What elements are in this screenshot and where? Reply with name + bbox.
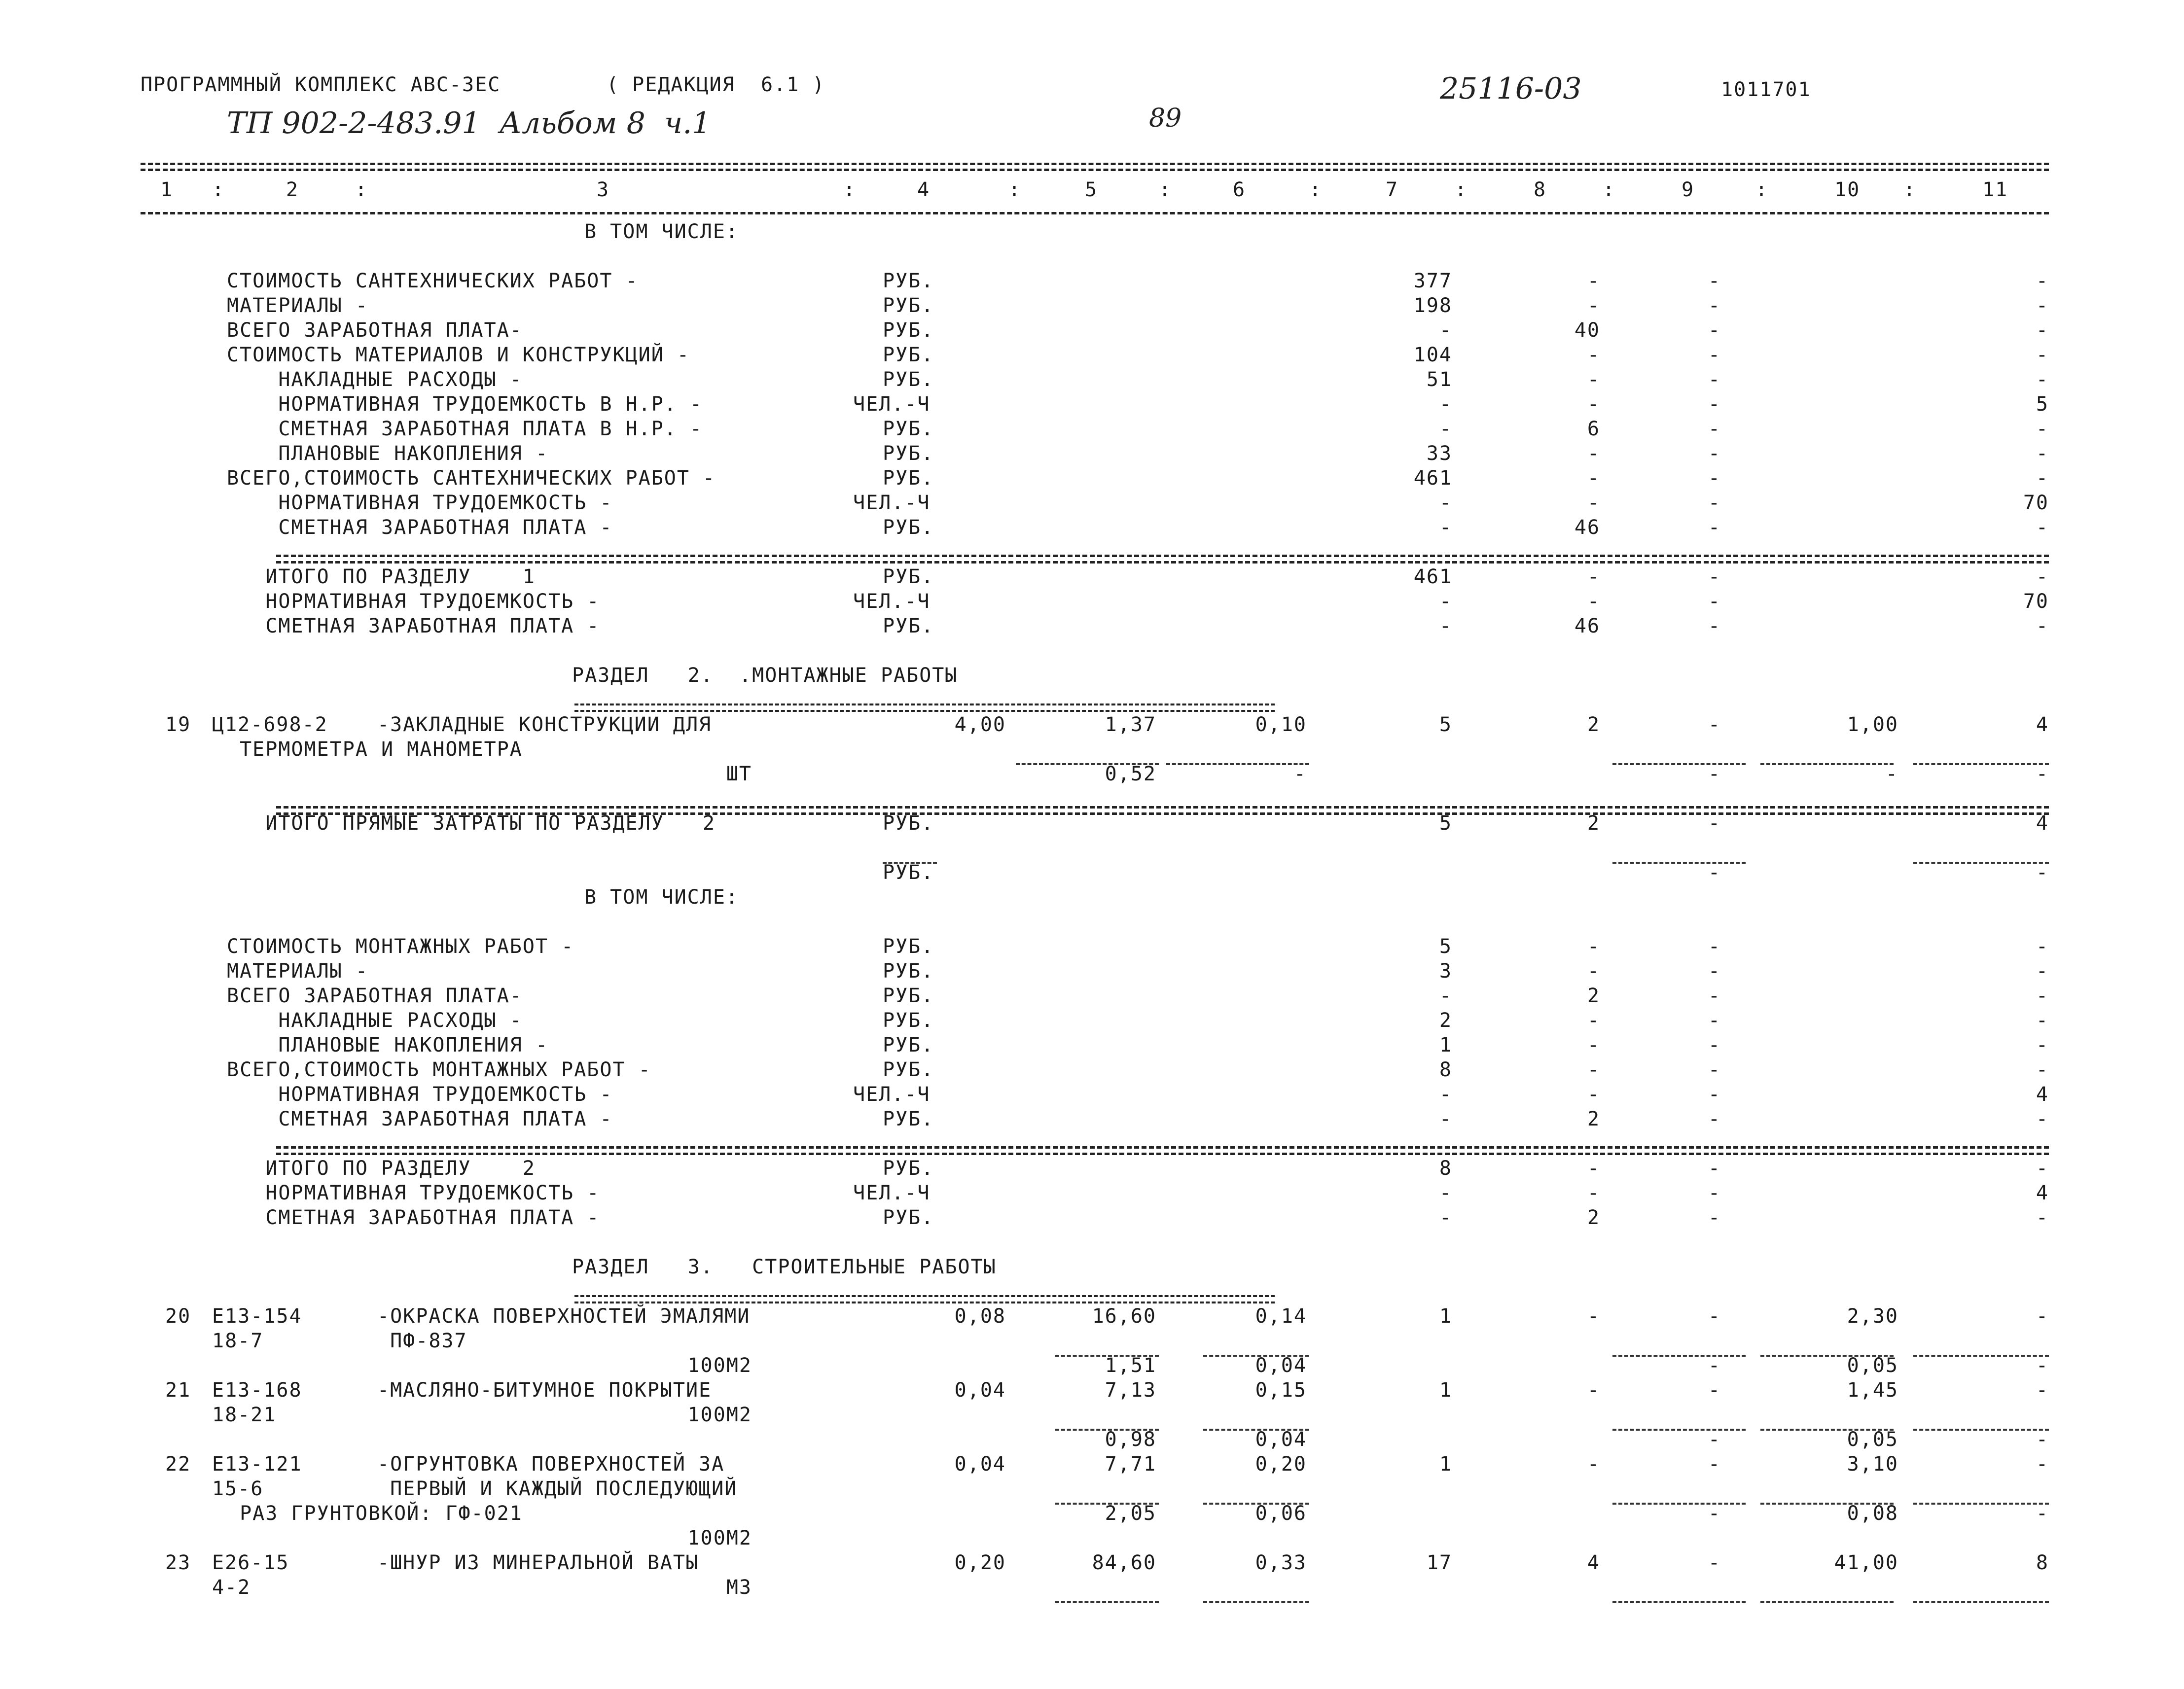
value-c11: - bbox=[2036, 1428, 2049, 1451]
line-description: МАТЕРИАЛЫ - bbox=[227, 294, 368, 317]
value-c11: - bbox=[2036, 294, 2049, 317]
header-rule-top-2 bbox=[141, 169, 2049, 171]
value-c11: - bbox=[2036, 1034, 2049, 1056]
unit-label: РУБ. bbox=[883, 344, 934, 366]
value-c8: - bbox=[1587, 590, 1600, 613]
value-c7: - bbox=[1439, 590, 1452, 613]
rate-code: Ц12-698-2 bbox=[212, 713, 328, 736]
value-c8: - bbox=[1587, 492, 1600, 514]
column-separator: : bbox=[1755, 178, 1769, 201]
value-c7: 5 bbox=[1439, 812, 1452, 835]
value-c11: - bbox=[2036, 1108, 2049, 1130]
value-c6: 0,10 bbox=[1255, 713, 1307, 736]
line-description: ИТОГО ПРЯМЫЕ ЗАТРАТЫ ПО РАЗДЕЛУ 2 bbox=[227, 812, 716, 835]
value-c9: - bbox=[1708, 1182, 1721, 1204]
value-c6: 0,15 bbox=[1255, 1379, 1307, 1402]
value-c9: - bbox=[1708, 713, 1721, 736]
value-c11: - bbox=[2036, 615, 2049, 637]
value-c8: - bbox=[1587, 393, 1600, 416]
value-c8: - bbox=[1587, 294, 1600, 317]
unit-label: ЧЕЛ.-Ч bbox=[853, 1083, 931, 1106]
value-c11: - bbox=[2036, 1502, 2049, 1525]
item-number: 21 bbox=[165, 1379, 191, 1402]
item-number: 19 bbox=[165, 713, 191, 736]
program-title: ПРОГРАММНЫЙ КОМПЛЕКС АВС-3ЕС bbox=[141, 73, 501, 96]
line-description: -ШНУР ИЗ МИНЕРАЛЬНОЙ ВАТЫ bbox=[377, 1551, 699, 1574]
unit-label: РУБ. bbox=[883, 861, 934, 884]
value-c8: - bbox=[1587, 1182, 1600, 1204]
value-c7: - bbox=[1439, 492, 1452, 514]
value-c8: 46 bbox=[1574, 615, 1600, 637]
value-c8: - bbox=[1587, 1453, 1600, 1476]
line-description: СМЕТНАЯ ЗАРАБОТНАЯ ПЛАТА - bbox=[227, 516, 613, 539]
unit-label: РУБ. bbox=[883, 467, 934, 490]
unit-label: РУБ. bbox=[883, 1058, 934, 1081]
value-c9: - bbox=[1708, 344, 1721, 366]
rate-code: 18-7 bbox=[212, 1330, 264, 1352]
column-separator: : bbox=[1309, 178, 1323, 201]
value-c9: - bbox=[1708, 1428, 1721, 1451]
value-c9: - bbox=[1708, 1354, 1721, 1377]
value-c8: - bbox=[1587, 368, 1600, 391]
value-c8: 6 bbox=[1587, 418, 1600, 440]
value-c9: - bbox=[1708, 1206, 1721, 1229]
line-description: СМЕТНАЯ ЗАРАБОТНАЯ ПЛАТА - bbox=[227, 1206, 600, 1229]
value-c7: - bbox=[1439, 1182, 1452, 1204]
value-c10: 1,45 bbox=[1847, 1379, 1898, 1402]
value-c9: - bbox=[1708, 1157, 1721, 1180]
value-c6: 0,20 bbox=[1255, 1453, 1307, 1476]
line-description: СТОИМОСТЬ МАТЕРИАЛОВ И КОНСТРУКЦИЙ - bbox=[227, 344, 690, 366]
column-number: 7 bbox=[1386, 178, 1399, 201]
value-c11: 4 bbox=[2036, 812, 2049, 835]
line-description: ТЕРМОМЕТРА И МАНОМЕТРА bbox=[227, 738, 523, 761]
value-c9: - bbox=[1708, 270, 1721, 292]
line-description: ПЕРВЫЙ И КАЖДЫЙ ПОСЛЕДУЮЩИЙ bbox=[377, 1478, 738, 1500]
line-description: ИТОГО ПО РАЗДЕЛУ 2 bbox=[227, 1157, 536, 1180]
line-description: -ЗАКЛАДНЫЕ КОНСТРУКЦИИ ДЛЯ bbox=[377, 713, 712, 736]
value-c11: - bbox=[2036, 467, 2049, 490]
value-c11: - bbox=[2036, 1305, 2049, 1328]
cell-underline bbox=[1913, 1601, 2049, 1603]
project-reference: ТП 902-2-483.91 Альбом 8 ч.1 bbox=[227, 106, 711, 141]
unit-label: 100М2 bbox=[687, 1527, 752, 1549]
value-c10: - bbox=[1885, 763, 1898, 785]
value-c8: - bbox=[1587, 565, 1600, 588]
line-description: -МАСЛЯНО-БИТУМНОЕ ПОКРЫТИЕ bbox=[377, 1379, 712, 1402]
value-c11: - bbox=[2036, 418, 2049, 440]
line-description: НОРМАТИВНАЯ ТРУДОЕМКОСТЬ - bbox=[227, 1083, 613, 1106]
value-c11: 4 bbox=[2036, 1182, 2049, 1204]
column-separator: : bbox=[212, 178, 225, 201]
line-description: СТОИМОСТЬ МОНТАЖНЫХ РАБОТ - bbox=[227, 935, 574, 958]
section-underline bbox=[574, 1302, 1275, 1303]
value-c9: - bbox=[1708, 615, 1721, 637]
line-description: НАКЛАДНЫЕ РАСХОДЫ - bbox=[227, 1009, 523, 1032]
unit-label: РУБ. bbox=[883, 935, 934, 958]
value-c10: 41,00 bbox=[1834, 1551, 1898, 1574]
value-c5: 1,51 bbox=[1105, 1354, 1156, 1377]
column-separator: : bbox=[1903, 178, 1917, 201]
line-description: НОРМАТИВНАЯ ТРУДОЕМКОСТЬ - bbox=[227, 1182, 600, 1204]
value-c7: 3 bbox=[1439, 960, 1452, 983]
value-c11: - bbox=[2036, 1453, 2049, 1476]
value-c7: - bbox=[1439, 516, 1452, 539]
unit-label: РУБ. bbox=[883, 270, 934, 292]
value-c5: 0,98 bbox=[1105, 1428, 1156, 1451]
unit-label: РУБ. bbox=[883, 442, 934, 465]
value-c9: - bbox=[1708, 985, 1721, 1007]
value-c8: 2 bbox=[1587, 985, 1600, 1007]
value-c8: - bbox=[1587, 1379, 1600, 1402]
value-c7: - bbox=[1439, 1108, 1452, 1130]
unit-label: 100М2 bbox=[687, 1354, 752, 1377]
value-c7: 33 bbox=[1426, 442, 1452, 465]
value-c10: 0,08 bbox=[1847, 1502, 1898, 1525]
value-c7: 1 bbox=[1439, 1379, 1452, 1402]
value-c6: 0,06 bbox=[1255, 1502, 1307, 1525]
value-c5: 7,71 bbox=[1105, 1453, 1156, 1476]
value-c5: 7,13 bbox=[1105, 1379, 1156, 1402]
separator-rule bbox=[276, 1146, 2049, 1149]
value-c4: 4,00 bbox=[954, 713, 1006, 736]
rate-code: Е13-168 bbox=[212, 1379, 302, 1402]
item-number: 23 bbox=[165, 1551, 191, 1574]
column-number: 10 bbox=[1834, 178, 1861, 201]
value-c4: 0,08 bbox=[954, 1305, 1006, 1328]
value-c9: - bbox=[1708, 1108, 1721, 1130]
column-separator: : bbox=[843, 178, 857, 201]
value-c10: 0,05 bbox=[1847, 1354, 1898, 1377]
subtotal-heading: В ТОМ ЧИСЛЕ: bbox=[584, 886, 739, 909]
value-c7: - bbox=[1439, 393, 1452, 416]
column-number: 4 bbox=[917, 178, 931, 201]
column-number: 6 bbox=[1233, 178, 1246, 201]
value-c9: - bbox=[1708, 319, 1721, 342]
value-c8: - bbox=[1587, 344, 1600, 366]
value-c6: 0,14 bbox=[1255, 1305, 1307, 1328]
value-c5: 2,05 bbox=[1105, 1502, 1156, 1525]
value-c7: - bbox=[1439, 1083, 1452, 1106]
rate-code: 15-6 bbox=[212, 1478, 264, 1500]
item-number: 22 bbox=[165, 1453, 191, 1476]
value-c11: - bbox=[2036, 861, 2049, 884]
unit-label: РУБ. bbox=[883, 1009, 934, 1032]
value-c9: - bbox=[1708, 590, 1721, 613]
separator-rule bbox=[276, 561, 2049, 563]
column-separator: : bbox=[1603, 178, 1616, 201]
line-description: РАЗ ГРУНТОВКОЙ: ГФ-021 bbox=[227, 1502, 523, 1525]
value-c8: 4 bbox=[1587, 1551, 1600, 1574]
value-c10: 3,10 bbox=[1847, 1453, 1898, 1476]
column-separator: : bbox=[1008, 178, 1022, 201]
value-c11: 8 bbox=[2036, 1551, 2049, 1574]
value-c7: 2 bbox=[1439, 1009, 1452, 1032]
value-c11: - bbox=[2036, 985, 2049, 1007]
section-title: РАЗДЕЛ 2. .МОНТАЖНЫЕ РАБОТЫ bbox=[572, 664, 958, 687]
value-c8: - bbox=[1587, 1009, 1600, 1032]
line-description: ВСЕГО ЗАРАБОТНАЯ ПЛАТА- bbox=[227, 985, 523, 1007]
value-c5: 0,52 bbox=[1105, 763, 1156, 785]
value-c7: 8 bbox=[1439, 1058, 1452, 1081]
subtotal-heading: В ТОМ ЧИСЛЕ: bbox=[584, 220, 739, 243]
unit-label: ЧЕЛ.-Ч bbox=[853, 590, 931, 613]
value-c8: - bbox=[1587, 467, 1600, 490]
value-c11: 4 bbox=[2036, 713, 2049, 736]
value-c8: - bbox=[1587, 1058, 1600, 1081]
rate-code: 4-2 bbox=[212, 1576, 251, 1599]
value-c9: - bbox=[1708, 1034, 1721, 1056]
value-c7: - bbox=[1439, 615, 1452, 637]
value-c7: - bbox=[1439, 319, 1452, 342]
value-c8: 2 bbox=[1587, 713, 1600, 736]
value-c7: - bbox=[1439, 418, 1452, 440]
value-c11: - bbox=[2036, 960, 2049, 983]
unit-label: РУБ. bbox=[883, 812, 934, 835]
line-description: СМЕТНАЯ ЗАРАБОТНАЯ ПЛАТА В Н.Р. - bbox=[227, 418, 703, 440]
value-c11: - bbox=[2036, 319, 2049, 342]
value-c9: - bbox=[1708, 393, 1721, 416]
item-number: 20 bbox=[165, 1305, 191, 1328]
edition-label: ( РЕДАКЦИЯ 6.1 ) bbox=[607, 73, 825, 96]
value-c8: 2 bbox=[1587, 1206, 1600, 1229]
line-description: ПЛАНОВЫЕ НАКОПЛЕНИЯ - bbox=[227, 1034, 549, 1056]
value-c11: - bbox=[2036, 1009, 2049, 1032]
unit-label: РУБ. bbox=[883, 1157, 934, 1180]
value-c9: - bbox=[1708, 467, 1721, 490]
line-description: -ОКРАСКА ПОВЕРХНОСТЕЙ ЭМАЛЯМИ bbox=[377, 1305, 751, 1328]
value-c5: 1,37 bbox=[1105, 713, 1156, 736]
line-description: ПФ-837 bbox=[377, 1330, 467, 1352]
value-c4: 0,04 bbox=[954, 1453, 1006, 1476]
value-c8: 40 bbox=[1574, 319, 1600, 342]
cell-underline bbox=[1055, 1601, 1159, 1603]
section-underline bbox=[574, 710, 1275, 712]
value-c9: - bbox=[1708, 1009, 1721, 1032]
value-c5: 84,60 bbox=[1092, 1551, 1156, 1574]
value-c9: - bbox=[1708, 935, 1721, 958]
column-number: 1 bbox=[160, 178, 174, 201]
value-c7: - bbox=[1439, 985, 1452, 1007]
rate-code: Е26-15 bbox=[212, 1551, 289, 1574]
rate-code: Е13-121 bbox=[212, 1453, 302, 1476]
value-c10: 1,00 bbox=[1847, 713, 1898, 736]
value-c9: - bbox=[1708, 763, 1721, 785]
value-c11: - bbox=[2036, 516, 2049, 539]
column-number: 11 bbox=[1982, 178, 2008, 201]
value-c11: - bbox=[2036, 1354, 2049, 1377]
value-c7: 1 bbox=[1439, 1034, 1452, 1056]
unit-label: ЧЕЛ.-Ч bbox=[853, 393, 931, 416]
line-description: ВСЕГО,СТОИМОСТЬ МОНТАЖНЫХ РАБОТ - bbox=[227, 1058, 651, 1081]
value-c8: - bbox=[1587, 1034, 1600, 1056]
value-c11: - bbox=[2036, 935, 2049, 958]
value-c7: 198 bbox=[1413, 294, 1452, 317]
column-number: 2 bbox=[286, 178, 299, 201]
value-c11: - bbox=[2036, 763, 2049, 785]
value-c9: - bbox=[1708, 492, 1721, 514]
value-c11: - bbox=[2036, 270, 2049, 292]
value-c11: 4 bbox=[2036, 1083, 2049, 1106]
unit-label: РУБ. bbox=[883, 985, 934, 1007]
value-c8: 2 bbox=[1587, 1108, 1600, 1130]
document-code: 25116-03 bbox=[1440, 71, 1582, 106]
value-c7: 17 bbox=[1426, 1551, 1452, 1574]
cell-underline bbox=[1203, 1601, 1309, 1603]
value-c11: - bbox=[2036, 344, 2049, 366]
value-c9: - bbox=[1708, 1305, 1721, 1328]
value-c8: - bbox=[1587, 1305, 1600, 1328]
unit-label: РУБ. bbox=[883, 418, 934, 440]
value-c6: 0,04 bbox=[1255, 1428, 1307, 1451]
value-c8: - bbox=[1587, 935, 1600, 958]
value-c11: - bbox=[2036, 1058, 2049, 1081]
value-c9: - bbox=[1708, 418, 1721, 440]
value-c9: - bbox=[1708, 1379, 1721, 1402]
value-c9: - bbox=[1708, 861, 1721, 884]
value-c7: 8 bbox=[1439, 1157, 1452, 1180]
value-c4: 0,04 bbox=[954, 1379, 1006, 1402]
header-rule-top bbox=[141, 163, 2049, 165]
value-c8: - bbox=[1587, 442, 1600, 465]
line-description: СМЕТНАЯ ЗАРАБОТНАЯ ПЛАТА - bbox=[227, 615, 600, 637]
section-underline bbox=[574, 704, 1275, 705]
value-c11: - bbox=[2036, 1157, 2049, 1180]
value-c8: - bbox=[1587, 270, 1600, 292]
cell-underline bbox=[1760, 1601, 1894, 1603]
value-c9: - bbox=[1708, 1453, 1721, 1476]
value-c6: - bbox=[1293, 763, 1307, 785]
line-description: МАТЕРИАЛЫ - bbox=[227, 960, 368, 983]
rate-code: 18-21 bbox=[212, 1404, 277, 1426]
value-c10: 2,30 bbox=[1847, 1305, 1898, 1328]
value-c9: - bbox=[1708, 1083, 1721, 1106]
cell-underline bbox=[1612, 1601, 1746, 1603]
value-c9: - bbox=[1708, 565, 1721, 588]
value-c10: 0,05 bbox=[1847, 1428, 1898, 1451]
line-description: НАКЛАДНЫЕ РАСХОДЫ - bbox=[227, 368, 523, 391]
value-c11: - bbox=[2036, 442, 2049, 465]
separator-rule bbox=[276, 1153, 2049, 1155]
value-c9: - bbox=[1708, 812, 1721, 835]
unit-label: РУБ. bbox=[883, 565, 934, 588]
value-c11: - bbox=[2036, 368, 2049, 391]
rate-code: Е13-154 bbox=[212, 1305, 302, 1328]
section-underline bbox=[574, 1295, 1275, 1297]
value-c7: 5 bbox=[1439, 935, 1452, 958]
separator-rule bbox=[276, 555, 2049, 557]
unit-label: 100М2 bbox=[687, 1404, 752, 1426]
value-c4: 0,20 bbox=[954, 1551, 1006, 1574]
unit-label: РУБ. bbox=[883, 516, 934, 539]
unit-label: М3 bbox=[726, 1576, 752, 1599]
value-c11: 70 bbox=[2023, 590, 2049, 613]
value-c8: - bbox=[1587, 1083, 1600, 1106]
column-number: 9 bbox=[1682, 178, 1695, 201]
value-c8: 46 bbox=[1574, 516, 1600, 539]
unit-label: РУБ. bbox=[883, 1108, 934, 1130]
separator-rule bbox=[276, 806, 2049, 809]
page-number: 89 bbox=[1149, 104, 1182, 133]
line-description: СТОИМОСТЬ САНТЕХНИЧЕСКИХ РАБОТ - bbox=[227, 270, 639, 292]
value-c6: 0,04 bbox=[1255, 1354, 1307, 1377]
unit-label: ЧЕЛ.-Ч bbox=[853, 492, 931, 514]
line-description: ВСЕГО ЗАРАБОТНАЯ ПЛАТА- bbox=[227, 319, 523, 342]
value-c7: 104 bbox=[1413, 344, 1452, 366]
value-c9: - bbox=[1708, 516, 1721, 539]
line-description: -ОГРУНТОВКА ПОВЕРХНОСТЕЙ ЗА bbox=[377, 1453, 725, 1476]
unit-label: РУБ. bbox=[883, 615, 934, 637]
line-description: НОРМАТИВНАЯ ТРУДОЕМКОСТЬ - bbox=[227, 492, 613, 514]
column-separator: : bbox=[1159, 178, 1172, 201]
value-c9: - bbox=[1708, 1502, 1721, 1525]
value-c8: - bbox=[1587, 960, 1600, 983]
value-c7: - bbox=[1439, 1206, 1452, 1229]
value-c9: - bbox=[1708, 368, 1721, 391]
value-c7: 377 bbox=[1413, 270, 1452, 292]
unit-label: РУБ. bbox=[883, 319, 934, 342]
unit-label: РУБ. bbox=[883, 1034, 934, 1056]
value-c5: 16,60 bbox=[1092, 1305, 1156, 1328]
column-number: 8 bbox=[1534, 178, 1547, 201]
line-description: ИТОГО ПО РАЗДЕЛУ 1 bbox=[227, 565, 536, 588]
unit-label: РУБ. bbox=[883, 368, 934, 391]
line-description: СМЕТНАЯ ЗАРАБОТНАЯ ПЛАТА - bbox=[227, 1108, 613, 1130]
header-rule-bottom bbox=[141, 212, 2049, 214]
line-description: ВСЕГО,СТОИМОСТЬ САНТЕХНИЧЕСКИХ РАБОТ - bbox=[227, 467, 716, 490]
column-number: 3 bbox=[597, 178, 610, 201]
value-c9: - bbox=[1708, 1058, 1721, 1081]
value-c11: - bbox=[2036, 1206, 2049, 1229]
unit-label: РУБ. bbox=[883, 1206, 934, 1229]
column-number: 5 bbox=[1085, 178, 1098, 201]
value-c9: - bbox=[1708, 1551, 1721, 1574]
unit-label: РУБ. bbox=[883, 960, 934, 983]
value-c11: - bbox=[2036, 1379, 2049, 1402]
value-c7: 461 bbox=[1413, 565, 1452, 588]
line-description: НОРМАТИВНАЯ ТРУДОЕМКОСТЬ - bbox=[227, 590, 600, 613]
value-c11: 5 bbox=[2036, 393, 2049, 416]
value-c11: - bbox=[2036, 565, 2049, 588]
section-title: РАЗДЕЛ 3. СТРОИТЕЛЬНЫЕ РАБОТЫ bbox=[572, 1256, 997, 1278]
line-description: НОРМАТИВНАЯ ТРУДОЕМКОСТЬ В Н.Р. - bbox=[227, 393, 703, 416]
value-c7: 1 bbox=[1439, 1305, 1452, 1328]
unit-label: РУБ. bbox=[883, 294, 934, 317]
unit-label: ШТ bbox=[726, 763, 752, 785]
line-description: ПЛАНОВЫЕ НАКОПЛЕНИЯ - bbox=[227, 442, 549, 465]
value-c9: - bbox=[1708, 960, 1721, 983]
value-c8: - bbox=[1587, 1157, 1600, 1180]
value-c7: 1 bbox=[1439, 1453, 1452, 1476]
value-c7: 51 bbox=[1426, 368, 1452, 391]
value-c9: - bbox=[1708, 442, 1721, 465]
value-c7: 5 bbox=[1439, 713, 1452, 736]
value-c11: 70 bbox=[2023, 492, 2049, 514]
unit-label: ЧЕЛ.-Ч bbox=[853, 1182, 931, 1204]
document-number: 1011701 bbox=[1721, 78, 1811, 101]
value-c6: 0,33 bbox=[1255, 1551, 1307, 1574]
value-c9: - bbox=[1708, 294, 1721, 317]
column-separator: : bbox=[1455, 178, 1468, 201]
column-separator: : bbox=[355, 178, 368, 201]
value-c7: 461 bbox=[1413, 467, 1452, 490]
value-c8: 2 bbox=[1587, 812, 1600, 835]
